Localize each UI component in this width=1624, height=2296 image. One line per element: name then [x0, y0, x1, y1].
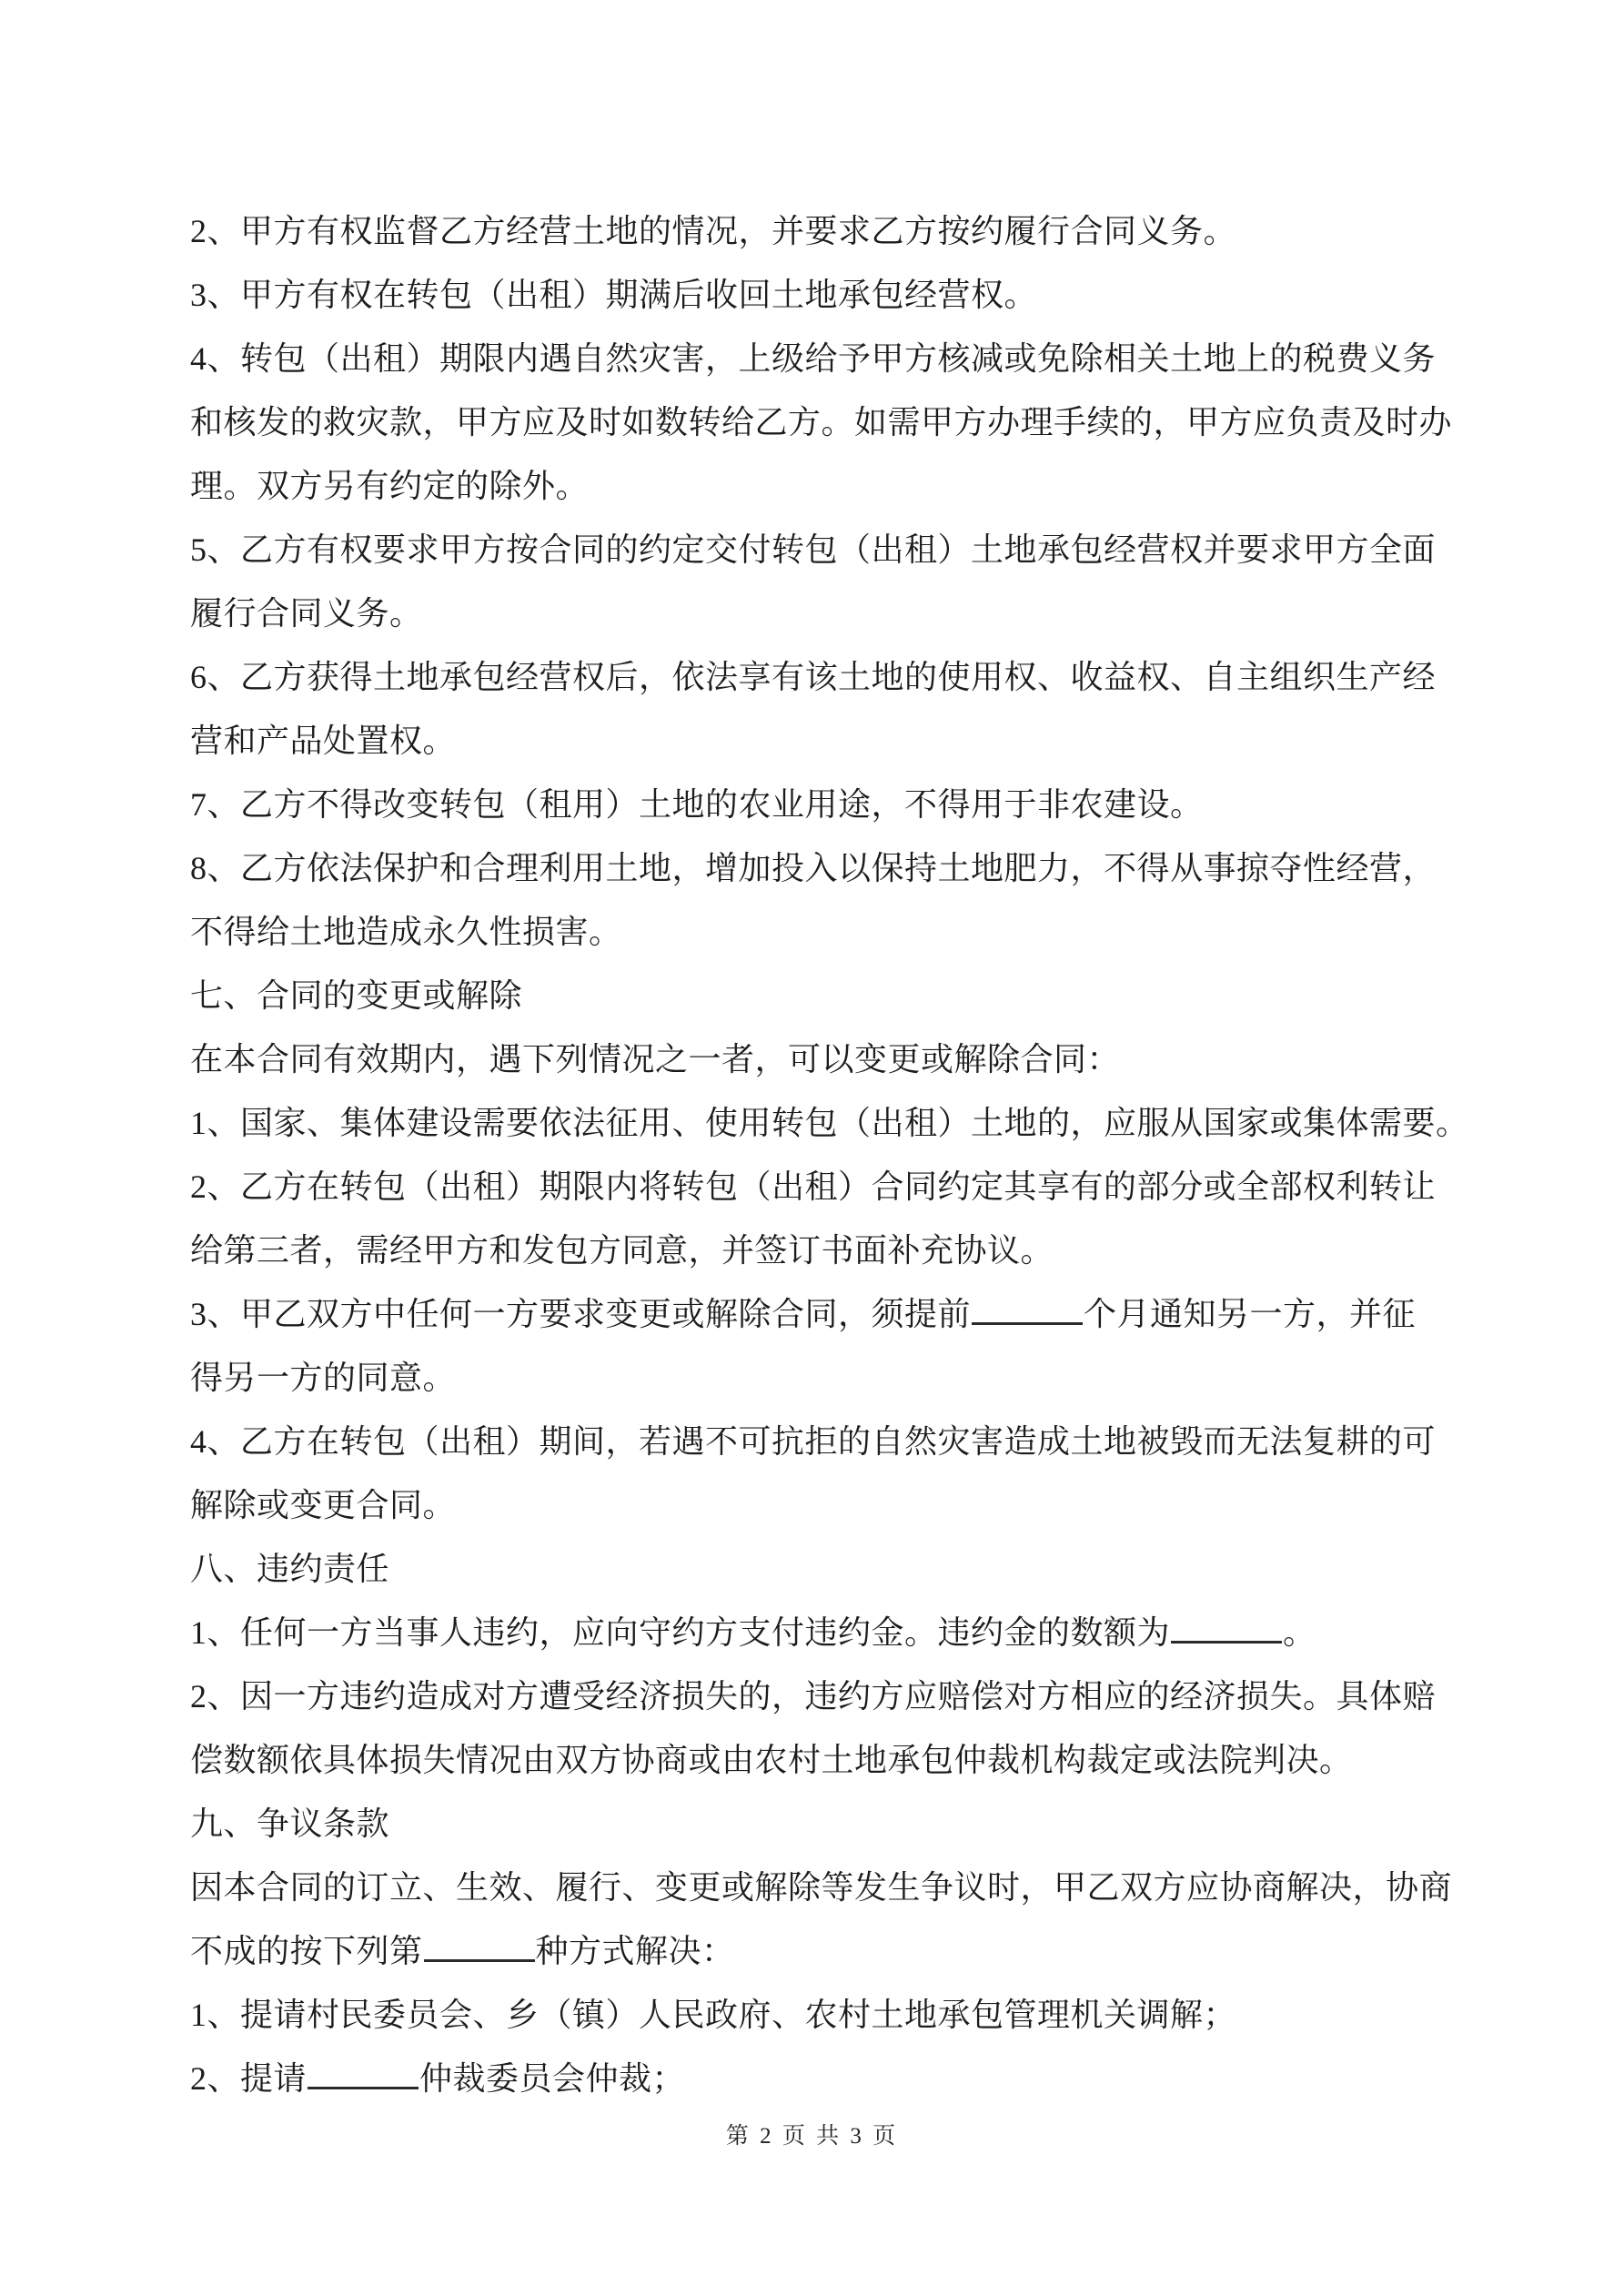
fill-in-blank-months [972, 1317, 1083, 1325]
clause-text: 5、乙方有权要求甲方按合同的约定交付转包（出租）土地承包经营权并要求甲方全面 [190, 531, 1437, 568]
section-heading-8 [190, 1537, 1435, 1601]
line-clause4-3 [190, 454, 1435, 518]
line-change-intro [190, 1027, 1435, 1091]
section-heading-7 [190, 964, 1435, 1027]
clause-text: 和核发的救灾款，甲方应及时如数转给乙方。如需甲方办理手续的，甲方应负责及时办 [190, 404, 1453, 440]
clause-text: 不得给土地造成永久性损害。 [190, 914, 622, 950]
clause-text: 不成的按下列第 [190, 1933, 423, 1969]
heading-text: 七、合同的变更或解除 [190, 977, 523, 1014]
clause-text: 8、乙方依法保护和合理利用土地，增加投入以保持土地肥力，不得从事掠夺性经营， [190, 850, 1437, 886]
clause-text: 营和产品处置权。 [190, 723, 457, 759]
line-change2-2 [190, 1219, 1435, 1282]
line-change2-1 [190, 1155, 1435, 1219]
clause-text: 4、乙方在转包（出租）期间，若遇不可抗拒的自然灾害造成土地被毁而无法复耕的可 [190, 1423, 1437, 1460]
clause-text: 6、乙方获得土地承包经营权后，依法享有该土地的使用权、收益权、自主组织生产经 [190, 659, 1437, 695]
clause-text: 1、国家、集体建设需要依法征用、使用转包（出租）土地的，应服从国家或集体需要。 [190, 1105, 1469, 1141]
line-change4-1 [190, 1410, 1435, 1473]
clause-text: 1、提请村民委员会、乡（镇）人民政府、农村土地承包管理机关调解； [190, 1997, 1237, 2033]
line-clause7 [190, 773, 1435, 836]
clause-text: 给第三者，需经甲方和发包方同意，并签订书面补充协议。 [190, 1232, 1054, 1269]
line-dispute2 [190, 2047, 1435, 2110]
line-clause5-2 [190, 582, 1435, 645]
clause-text: 仲裁委员会仲裁； [419, 2060, 686, 2097]
page-footer: 第 2 页 共 3 页 [725, 2124, 899, 2149]
line-clause5-1 [190, 518, 1435, 582]
line-dispute1 [190, 1983, 1435, 2047]
line-clause8-2 [190, 900, 1435, 964]
line-dispute-intro-1 [190, 1856, 1453, 1919]
line-clause6-1 [190, 645, 1435, 709]
line-clause2 [190, 199, 1435, 263]
heading-text: 八、违约责任 [190, 1551, 390, 1587]
line-change3-1 [190, 1282, 1435, 1346]
clause-text: 2、因一方违约造成对方遭受经济损失的，违约方应赔偿对方相应的经济损失。具体赔 [190, 1678, 1437, 1714]
clause-text: 得另一方的同意。 [190, 1360, 457, 1396]
fill-in-blank-method-number [424, 1954, 535, 1962]
line-change1 [190, 1091, 1469, 1155]
clause-text: 种方式解决： [535, 1933, 735, 1969]
clause-text: 在本合同有效期内，遇下列情况之一者，可以变更或解除合同： [190, 1041, 1121, 1077]
line-change4-2 [190, 1473, 1435, 1537]
clause-text: 解除或变更合同。 [190, 1487, 457, 1523]
clause-text: 2、甲方有权监督乙方经营土地的情况，并要求乙方按约履行合同义务。 [190, 213, 1237, 249]
line-clause3 [190, 263, 1435, 327]
clause-text: 理。双方另有约定的除外。 [190, 468, 590, 504]
clause-text: 。 [1283, 1614, 1316, 1651]
clause-text: 履行合同义务。 [190, 595, 423, 632]
clause-text: 4、转包（出租）期限内遇自然灾害，上级给予甲方核减或免除相关土地上的税费义务 [190, 340, 1437, 377]
clause-text: 个月通知另一方，并征 [1084, 1296, 1417, 1332]
clause-text: 1、任何一方当事人违约，应向守约方支付违约金。违约金的数额为 [190, 1614, 1171, 1651]
line-breach1 [190, 1601, 1435, 1664]
contract-page-body [190, 199, 1469, 2110]
line-dispute-intro-2 [190, 1919, 1435, 1983]
heading-text: 九、争议条款 [190, 1805, 390, 1842]
line-clause6-2 [190, 709, 1435, 773]
line-change3-2 [190, 1346, 1435, 1410]
line-breach2-1 [190, 1664, 1435, 1728]
clause-text: 偿数额依具体损失情况由双方协商或由农村土地承包仲裁机构裁定或法院判决。 [190, 1742, 1353, 1778]
fill-in-blank-penalty-amount [1171, 1635, 1282, 1644]
clause-text: 2、提请 [190, 2060, 308, 2097]
line-clause4-1 [190, 327, 1435, 390]
fill-in-blank-arbitration-committee [308, 2081, 419, 2089]
clause-text: 7、乙方不得改变转包（租用）土地的农业用途，不得用于非农建设。 [190, 786, 1204, 823]
line-breach2-2 [190, 1728, 1435, 1792]
section-heading-9 [190, 1792, 1435, 1856]
line-clause8-1 [190, 836, 1435, 900]
line-clause4-2 [190, 390, 1453, 454]
clause-text: 3、甲方有权在转包（出租）期满后收回土地承包经营权。 [190, 277, 1038, 313]
clause-text: 因本合同的订立、生效、履行、变更或解除等发生争议时，甲乙双方应协商解决，协商 [190, 1869, 1453, 1906]
clause-text: 3、甲乙双方中任何一方要求变更或解除合同，须提前 [190, 1296, 972, 1332]
clause-text: 2、乙方在转包（出租）期限内将转包（出租）合同约定其享有的部分或全部权利转让 [190, 1168, 1437, 1205]
